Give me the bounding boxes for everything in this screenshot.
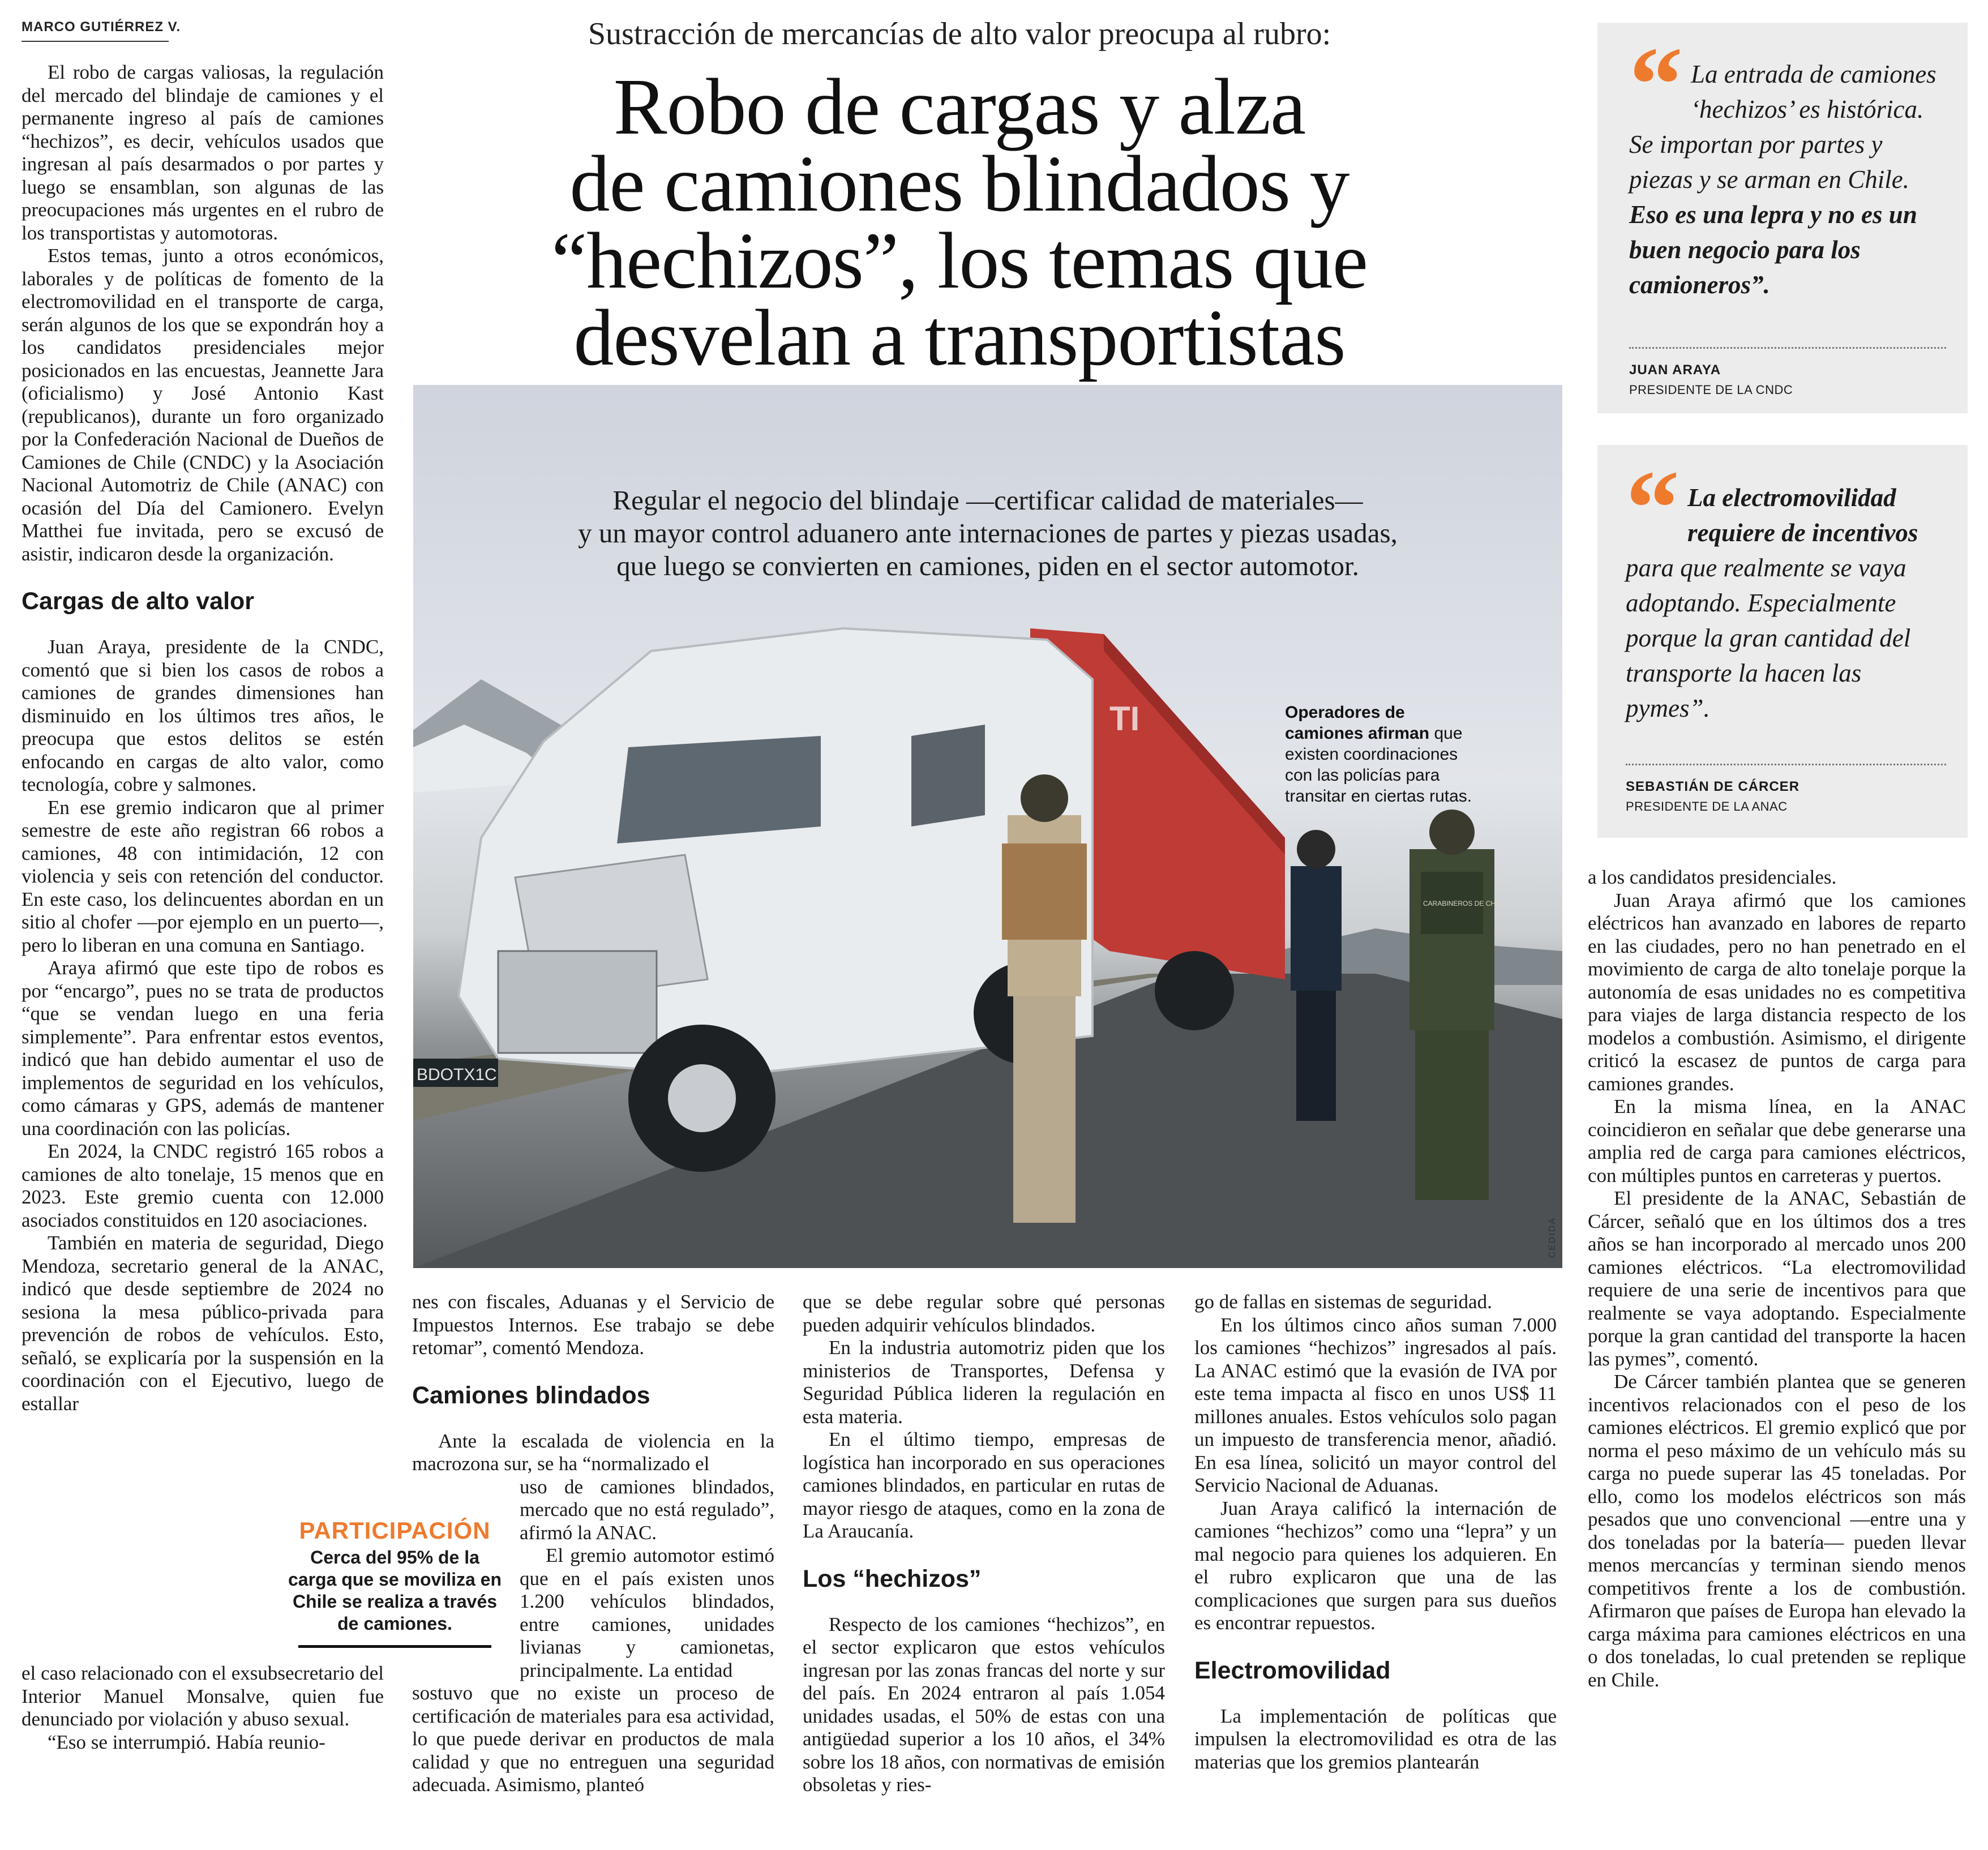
soldier-head	[1021, 774, 1068, 822]
paragraph: el caso relacionado con el exsubsecretario del Interior Manuel Monsalve, quien fue denunciado por violación y abuso sexual.	[22, 1662, 384, 1730]
subheading: Camiones blindados	[412, 1381, 650, 1409]
quote-mark-icon: “	[1626, 449, 1679, 568]
paragraph: El robo de cargas valiosas, la regulación del mercado del blindaje de camiones y el permanente ingreso al país de camiones “hechizos”, es decir, vehículos usados que ingresan al país desarmados o por partes y luego se ensamblan, son algunas de las preocupaciones más urgentes en el rubro de los transportistas y automotoras.	[22, 61, 384, 244]
deck-line-2: y un mayor control aduanero ante internaciones de partes y piezas usadas,	[578, 517, 1398, 549]
kicker: Sustracción de mercancías de alto valor preocupa al rubro:	[588, 16, 1331, 52]
windshield	[617, 736, 821, 843]
participacion-text: Cerca del 95% de la carga que se moviliza en Chile se realiza a través de camiones.	[288, 1547, 502, 1634]
paragraph: De Cárcer también plantea que se generen incentivos relacionados con el peso de los camiones eléctricos. El gremio explicó que por norma el peso máximo de un vehículo más su carga no puede superar las 45 toneladas. Por ello, como los modelos eléctricos son más pesados que uno convencional —entre una y dos toneladas por la batería— pueden llevar menos mercancías y terminan siendo menos competitivos frente a los de combustión. Afirmaron que países de Europa han elevado la carga máxima para camiones eléctricos en una o dos toneladas, lo cual pretenden se replique en Chile.	[1588, 1371, 1966, 1691]
paragraph: nes con fiscales, Aduanas y el Servicio de Impuestos Internos. Ese trabajo se debe retomar”, comentó Mendoza.	[412, 1291, 774, 1359]
paragraph: “Eso se interrumpió. Había reunio-	[48, 1731, 325, 1753]
officer-legs	[1296, 991, 1336, 1121]
photo-caption	[1285, 702, 1477, 807]
paragraph-part: También en materia de seguridad, Diego Mendoza, secretario general de la ANAC, indicó que desde septiembre de 2024 no sesiona la mesa público-privada para prevención de robos de vehículos. Esto, señaló, se explicaría por la suspensión en la coordinación con el Ejecutivo, luego de estallar	[22, 1232, 384, 1415]
paragraph: En la misma línea, en la ANAC coincidieron en señalar que debe generarse una amplia red de carga para camiones eléctricos, con múltiples puntos en carreteras y puertos.	[1588, 1095, 1966, 1187]
paragraph: Araya afirmó que este tipo de robos es por “encargo”, pues no se trata de productos “que se vendan luego en una feria simplemente”. Para enfrentar estos eventos, indicó que han debido aumentar el uso de implementos de seguridad en los vehículos, como cámaras y GPS, además de mantener una coordinación con las policías.	[22, 957, 384, 1140]
paragraph: uso de camiones blindados, mercado que no está regulado”, afirmó la ANAC.	[520, 1475, 774, 1544]
paragraph: Juan Araya, presidente de la CNDC, comentó que si bien los casos de robos a camiones de grandes dimensiones han disminuido en los últimos tres años, le preocupa que estos delitos se estén enfocando en cargas de alto valor, como tecnología, cobre y salmones.	[22, 636, 384, 795]
quote-author-role: PRESIDENTE DE LA ANAC	[1626, 799, 1788, 813]
paragraph: que se debe regular sobre qué personas pueden adquirir vehículos blindados.	[803, 1291, 1165, 1336]
paragraph: En los últimos cinco años suman 7.000 los camiones “hechizos” ingresados al país. La ANAC estimó que la evasión de IVA por este tema impacta al fisco en unos US$ 11 millones anuales. Estos vehículos solo pagan un impuesto de transferencia menor, añadió. En esa línea, solicitó un mayor control del Servicio Nacional de Aduanas.	[1194, 1313, 1557, 1496]
headline	[413, 62, 1506, 382]
quote-divider	[1629, 347, 1946, 349]
quote-author-role: PRESIDENTE DE LA CNDC	[1629, 383, 1793, 397]
soldier-legs	[1013, 996, 1076, 1223]
paragraph: En la industria automotriz piden que los ministerios de Transportes, Defensa y Seguridad Pública lideren la regulación en esta materia.	[803, 1337, 1165, 1428]
article-column-3	[803, 1291, 1165, 1797]
paragraph	[22, 1232, 384, 1415]
byline-rule	[22, 41, 169, 42]
paragraph: Juan Araya calificó la internación de camiones “hechizos” como una “lepra” y un mal negocio para quienes los adquieren. En el rubro explicaron que una de las complicaciones que surgen para sus dueños es encontrar repuestos.	[1194, 1497, 1557, 1634]
paragraph: go de fallas en sistemas de seguridad.	[1194, 1291, 1492, 1313]
paragraph: Ante la escalada de violencia en la macrozona sur, se ha “normalizado el	[412, 1429, 774, 1475]
paragraph: El presidente de la ANAC, Sebastián de Cárcer, señaló que en los últimos dos a tres años se han incorporado al mercado unos 200 camiones eléctricos. “La electromovilidad requiere de una serie de incentivos para que realmente se vaya adoptando. Especialmente porque la gran cantidad del transporte la hacen las pymes”, comentó.	[1588, 1187, 1966, 1370]
soldier-vest	[1002, 843, 1087, 940]
front-hub	[668, 1064, 736, 1132]
byline: MARCO GUTIÉRREZ V.	[22, 19, 181, 35]
article-column-2	[412, 1291, 774, 1797]
headline-line-1: Robo de cargas y alza	[613, 62, 1306, 151]
paragraph: En 2024, la CNDC registró 165 robos a camiones de alto tonelaje, 15 menos que en 2023. Este gremio cuenta con 12.000 asociados constituidos en 120 asociaciones.	[22, 1140, 384, 1231]
subheading: Electromovilidad	[1194, 1656, 1391, 1684]
paragraph: El gremio automotor estimó que en el país existen unos 1.200 vehículos blindados, entre camiones, unidades livianas y camionetas, principalmente. La entidad	[520, 1544, 774, 1681]
quote-text-plain: para que realmente se vaya adoptando. Especialmente porque la gran cantidad del transporte la hacen las pymes”.	[1626, 554, 1911, 722]
quote-divider	[1626, 764, 1946, 765]
deck-line-1: Regular el negocio del blindaje —certificar calidad de materiales—	[612, 485, 1363, 516]
headline-line-3: “hechizos”, los temas que	[551, 216, 1368, 305]
subheading: Cargas de alto valor	[22, 588, 255, 615]
deck-line-3: que luego se convierten en camiones, piden en el sector automotor.	[616, 550, 1359, 581]
quote-text-bold: La electromovilidad requiere de incentivos	[1687, 483, 1918, 547]
quote-author: SEBASTIÁN DE CÁRCER	[1626, 779, 1800, 794]
side-window	[911, 725, 985, 826]
caption-bold: Operadores de camiones afirman	[1285, 703, 1430, 743]
quote-text-plain: La entrada de camiones ‘hechizos’ es histórica. Se importan por partes y piezas y se arman en Chile.	[1629, 60, 1936, 194]
paragraph: a los candidatos presidenciales.	[1588, 866, 1837, 888]
article-column-1-tail	[22, 1662, 384, 1754]
paragraph: Estos temas, junto a otros económicos, laborales y de políticas de fomento de la electromovilidad en el transporte de carga, serán algunos de los que se expondrán hoy a los candidatos presidenciales mejor posicionados en las encuestas, Jeannette Jara (oficialismo) y José Antonio Kast (republicanos), durante un foro organizado por la Confederación Nacional de Dueños de Camiones de Chile (CNDC) y la Asociación Nacional Automotriz de Chile (ANAC) con ocasión del Día del Camionero. Evelyn Matthei fue invitada, pero se excusó de asistir, indicaron desde la organización.	[22, 245, 384, 565]
quote-box-de-carcer	[1597, 445, 1968, 838]
vest-text: CARABINEROS DE CHILE	[1423, 900, 1506, 907]
officer-head	[1297, 830, 1335, 868]
officer-body	[1291, 866, 1342, 991]
quote-text-bold: Eso es una lepra y no es un buen negocio para los camioneros”.	[1629, 200, 1917, 299]
paragraph: Respecto de los camiones “hechizos”, en el sector explicaron que estos vehículos ingresan por las zonas francas del norte y sur del país. En 2024 entraron al país 1.054 unidades usadas, el 50% de estas con una antigüedad superior a los 10 años, el 34% sobre los 18 años, con normativas de emisión obsoletas y ries-	[803, 1613, 1165, 1796]
article-column-5	[1588, 866, 1966, 1691]
headline-line-4: desvelan a transportistas	[573, 293, 1346, 382]
participacion-title: PARTICIPACIÓN	[299, 1517, 491, 1544]
article-column-4	[1194, 1291, 1557, 1774]
wrapped-text	[412, 1476, 774, 1682]
article-column-1	[22, 61, 384, 1415]
quote-author: JUAN ARAYA	[1629, 362, 1721, 378]
paragraph: Juan Araya afirmó que los camiones eléctricos han avanzado en labores de reparto en las ciudades, pero no han penetrado en el movimiento de carga de alto tonelaje porque la autonomía de esas unidades no es competitiva para viajes de larga distancia respecto de los modelos a combustión. Asimismo, el dirigente criticó la escasez de puntos de carga para camiones grandes.	[1588, 889, 1966, 1095]
plate-text: BDOTX1C	[417, 1065, 497, 1084]
trailer-wheel	[1155, 951, 1234, 1030]
paragraph: En ese gremio indicaron que al primer semestre de este año registran 66 robos a camiones, 48 con intimidación, 12 con violencia y seis con retención del conductor. En este caso, los delincuentes abordan en un sitio al chofer —por ejemplo en un puerto—, pero lo liberan en una comuna en Santiago.	[22, 796, 384, 956]
caption-text: que existen coordinaciones con las policías para transitar en ciertas rutas.	[1285, 724, 1472, 806]
subheading: Los “hechizos”	[803, 1565, 982, 1592]
paragraph: En el último tiempo, empresas de logística han incorporado en sus operaciones camiones blindados, en particular en rutas de mayor riesgo de ataques, como en la zona de La Araucanía.	[803, 1428, 1165, 1542]
quote-mark-icon: “	[1629, 25, 1683, 144]
police-head	[1429, 810, 1475, 855]
photo-credit: CEDIDA	[1548, 1217, 1557, 1258]
headline-line-2: de camiones blindados y	[569, 139, 1349, 228]
paragraph: La implementación de políticas que impulsen la electromovilidad es otra de las materias que los gremios plantearán	[1194, 1705, 1557, 1773]
container-mark: TI	[1109, 700, 1140, 738]
deck	[413, 484, 1562, 583]
paragraph: sostuvo que no existe un proceso de certificación de materiales para esa actividad, lo que puede derivar en productos de mala calidad y que no entreguen una seguridad adecuada. Asimismo, planteó	[412, 1682, 774, 1796]
quote-box-araya	[1597, 23, 1968, 413]
police-legs	[1415, 1030, 1489, 1200]
grille	[498, 951, 657, 1053]
